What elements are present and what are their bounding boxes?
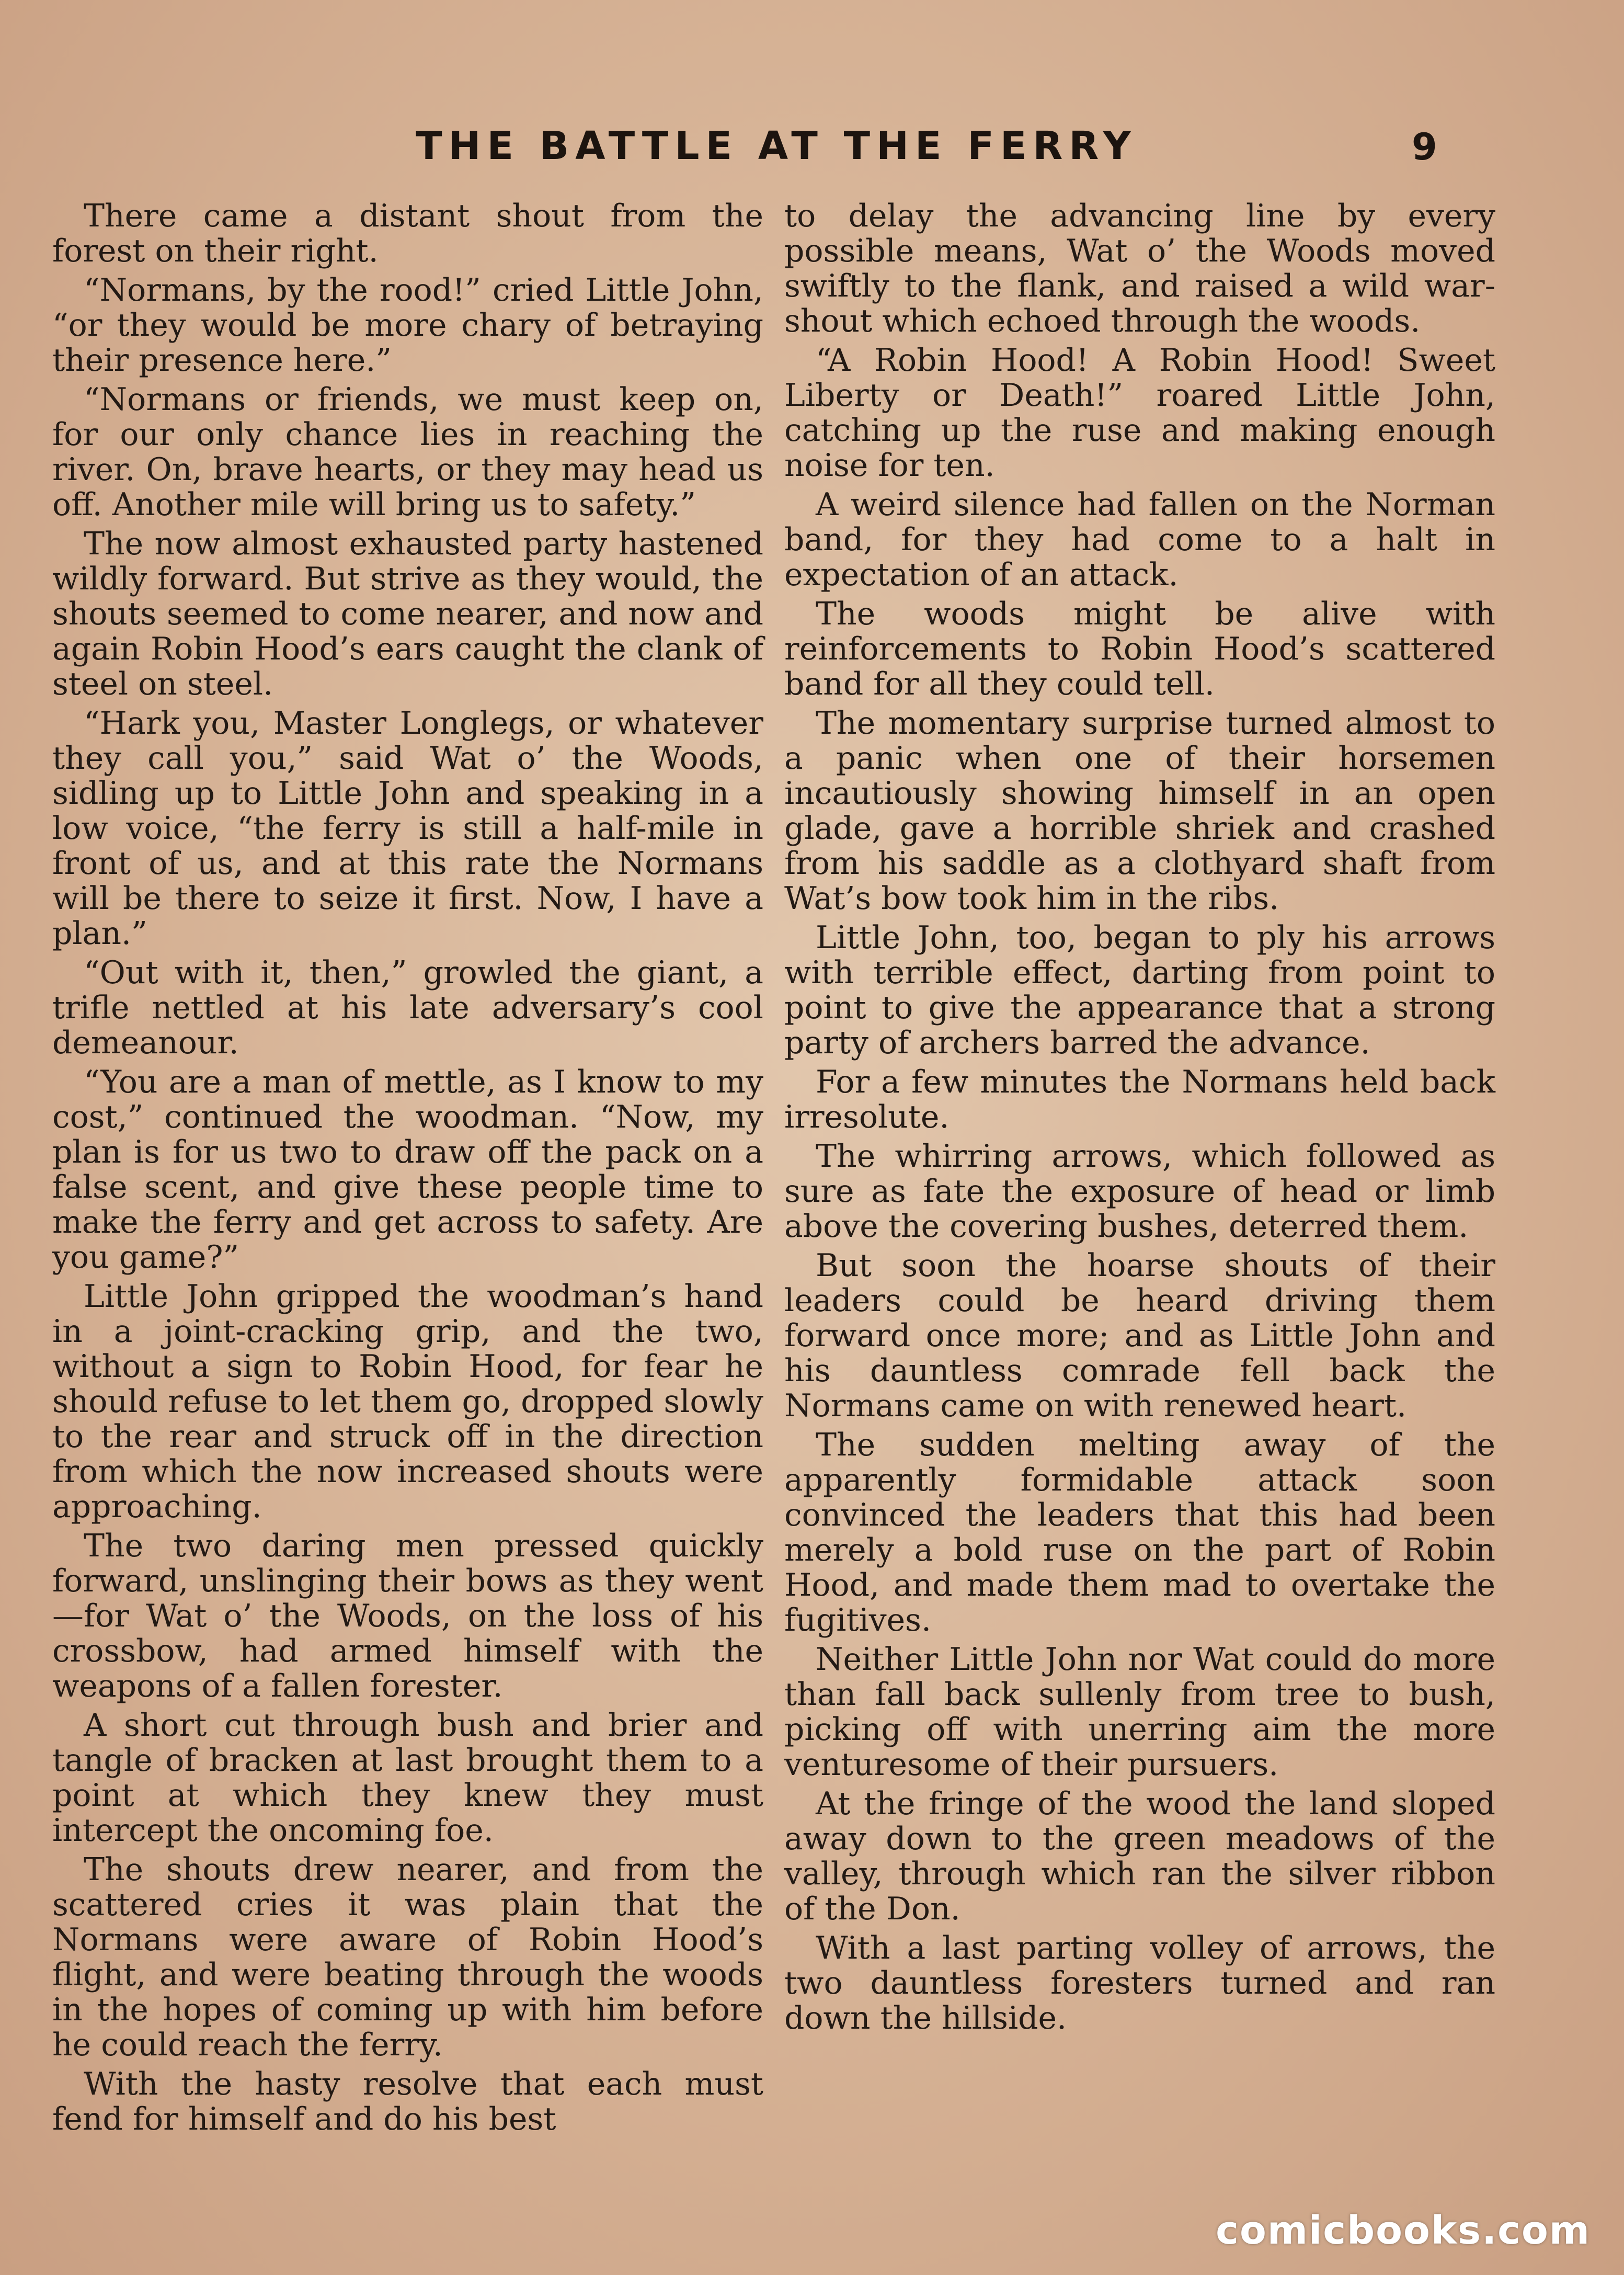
- paragraph: With a last parting volley of arrows, the two dauntless foresters turned and ran down the hillside.: [784, 1930, 1495, 2037]
- paragraph: “Hark you, Master Longlegs, or whatever they call you,” said Wat o’ the Woods, sidling up to Little John and speaking in a low voice, “the ferry is still a half-mile in front of us, and at this rate the Normans will be there to seize it first. Now, I have a plan.”: [52, 705, 763, 952]
- right-text-column: [784, 199, 1495, 2040]
- paragraph: A weird silence had fallen on the Norman band, for they had come to a halt in expectation of an attack.: [784, 486, 1495, 593]
- paragraph: “You are a man of mettle, as I know to my cost,” continued the woodman. “Now, my plan is for us two to draw off the pack on a false scent, and give these people time to make the ferry and get across to safety. Are you game?”: [52, 1064, 763, 1276]
- paragraph: But soon the hoarse shouts of their leaders could be heard driving them forward once more; and as Little John and his dauntless comrade fell back the Normans came on with renewed heart.: [784, 1247, 1495, 1424]
- paragraph: The woods might be alive with reinforcements to Robin Hood’s scattered band for all they could tell.: [784, 596, 1495, 702]
- left-text-column: [52, 199, 763, 2141]
- paragraph: Little John, too, began to ply his arrows with terrible effect, darting from point to point to give the appearance that a strong party of archers barred the advance.: [784, 919, 1495, 1061]
- paragraph: Neither Little John nor Wat could do more than fall back sullenly from tree to bush, picking off with unerring aim the more venturesome of their pursuers.: [784, 1641, 1495, 1783]
- paragraph: The two daring men pressed quickly forward, unslinging their bows as they went—for Wat o’ the Woods, on the loss of his crossbow, had armed himself with the weapons of a fallen forester.: [52, 1528, 763, 1704]
- paragraph: The whirring arrows, which followed as sure as fate the exposure of head or limb above the covering bushes, deterred them.: [784, 1138, 1495, 1245]
- paragraph: A short cut through bush and brier and tangle of bracken at last brought them to a point at which they knew they must intercept the oncoming foe.: [52, 1707, 763, 1849]
- paragraph: There came a distant shout from the forest on their right.: [52, 198, 763, 269]
- paragraph: “Normans or friends, we must keep on, for our only chance lies in reaching the river. On, brave hearts, or they may head us off. Another mile will bring us to safety.”: [52, 381, 763, 523]
- paragraph: The momentary surprise turned almost to a panic when one of their horsemen incautiously showing himself in an open glade, gave a horrible shriek and crashed from his saddle as a clothyard shaft from Wat’s bow took him in the ribs.: [784, 705, 1495, 917]
- paragraph: The sudden melting away of the apparently formidable attack soon convinced the leaders that this had been merely a bold ruse on the part of Robin Hood, and made them mad to overtake the fugitives.: [784, 1427, 1495, 1639]
- paragraph: The now almost exhausted party hastened wildly forward. But strive as they would, the shouts seemed to come nearer, and now and again Robin Hood’s ears caught the clank of steel on steel.: [52, 526, 763, 702]
- paragraph: “A Robin Hood! A Robin Hood! Sweet Liberty or Death!” roared Little John, catching up the ruse and making enough noise for ten.: [784, 342, 1495, 484]
- paragraph: “Out with it, then,” growled the giant, a trifle nettled at his late adversary’s cool demeanour.: [52, 954, 763, 1061]
- paragraph: “Normans, by the rood!” cried Little John, “or they would be more chary of betraying their presence here.”: [52, 272, 763, 379]
- paragraph: For a few minutes the Normans held back irresolute.: [784, 1064, 1495, 1135]
- paragraph: to delay the advancing line by every possible means, Wat o’ the Woods moved swiftly to the flank, and raised a wild war-shout which echoed through the woods.: [784, 198, 1495, 339]
- paragraph: Little John gripped the woodman’s hand in a joint-cracking grip, and the two, without a sign to Robin Hood, for fear he should refuse to let them go, dropped slowly to the rear and struck off in the direction from which the now increased shouts were approaching.: [52, 1278, 763, 1525]
- site-watermark: comicbooks.com: [1216, 2208, 1591, 2253]
- paragraph: At the fringe of the wood the land sloped away down to the green meadows of the valley, through which ran the silver ribbon of the Don.: [784, 1785, 1495, 1927]
- running-title: THE BATTLE AT THE FERRY: [416, 123, 1137, 168]
- paragraph: The shouts drew nearer, and from the scattered cries it was plain that the Normans were aware of Robin Hood’s flight, and were beating through the woods in the hopes of coming up with him before he could reach the ferry.: [52, 1851, 763, 2063]
- page-number: 9: [1412, 126, 1437, 168]
- paragraph: With the hasty resolve that each must fend for himself and do his best: [52, 2066, 763, 2137]
